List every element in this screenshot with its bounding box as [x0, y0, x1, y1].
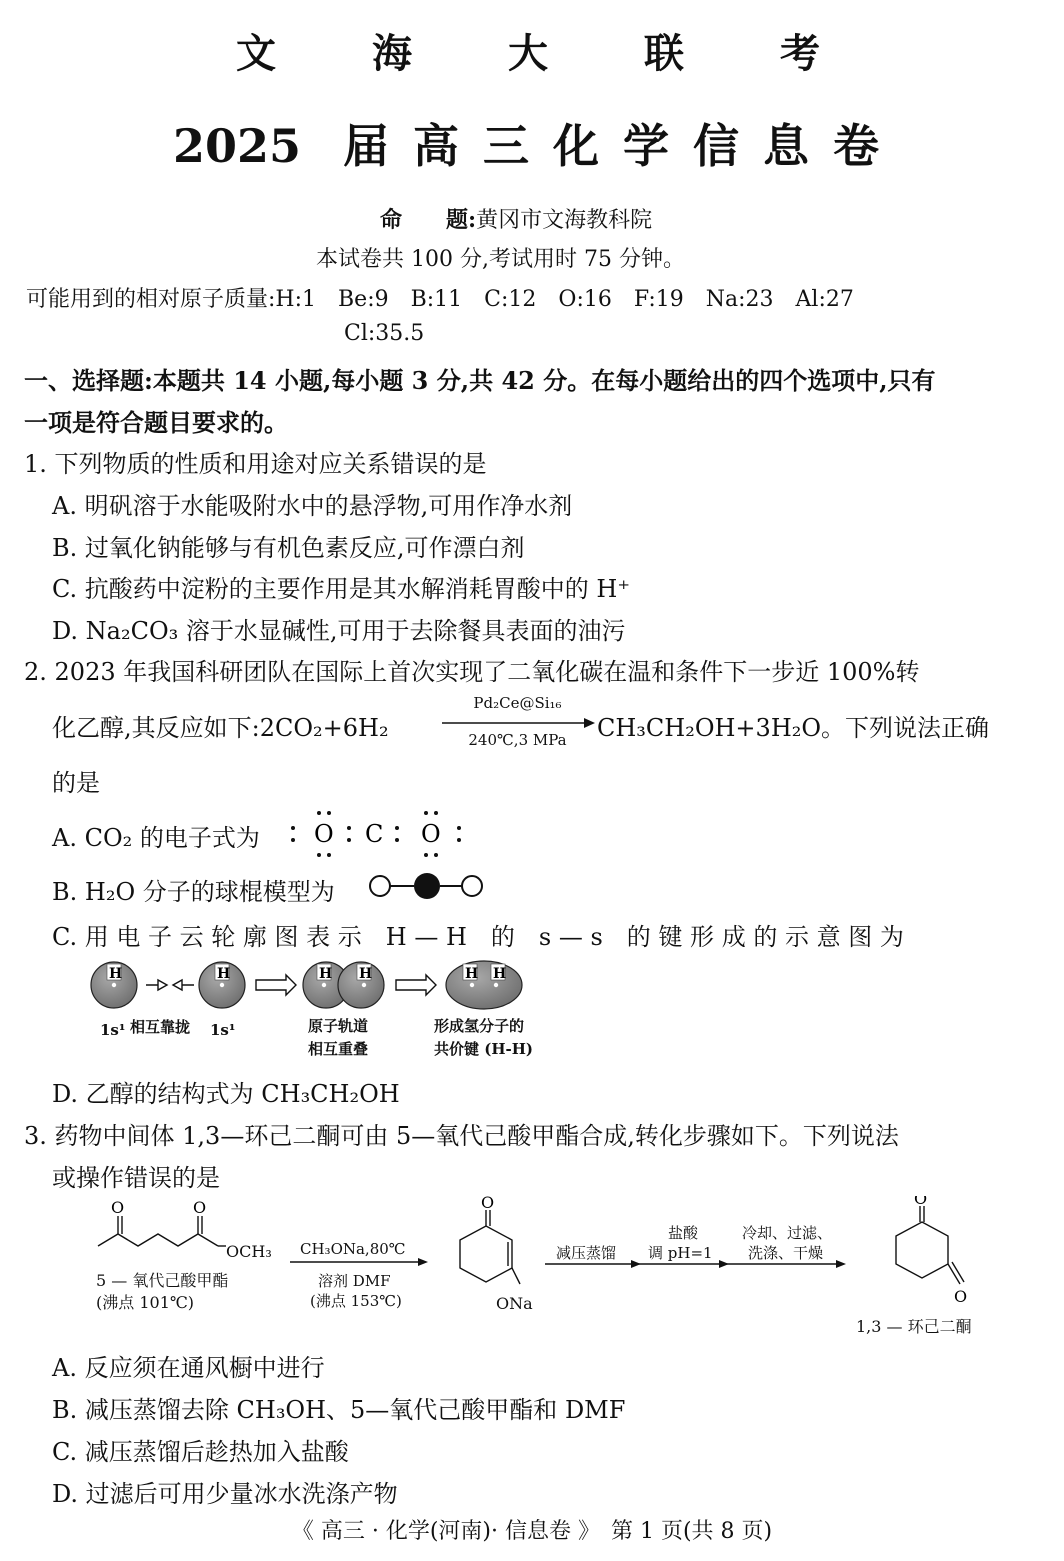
catalyst-label: Pd₂Ce@Si₁₆ [473, 694, 562, 712]
atomic-mass-line-2: Cl:35.5 [344, 321, 425, 346]
q2-stem: 2. 2023 年我国科研团队在国际上首次实现了二氧化碳在温和条件下一步近 100%转 [24, 658, 920, 686]
svg-text:O: O [954, 1287, 968, 1306]
q1-option-b: B. 过氧化钠能够与有机色素反应,可作漂白剂 [52, 534, 525, 562]
step-distill-label: 减压蒸馏 [556, 1244, 617, 1262]
subtitle-char: 卷 [833, 119, 880, 173]
atomic-mass-line: 可能用到的相对原子质量:H:1 Be:9 B:11 C:12 O:16 F:19 Na:23 Al:27 [26, 287, 854, 312]
arrow-icon [440, 716, 595, 730]
paper-title [0, 110, 1064, 176]
subtitle-char: 信 [693, 119, 740, 173]
step-approach-label: 相互靠拢 [130, 1018, 191, 1036]
step-cool-label: 冷却、过滤、 [742, 1224, 833, 1242]
subtitle-char: 息 [763, 119, 810, 173]
condition-label: 240℃,3 MPa [468, 731, 567, 749]
svg-text:O: O [421, 820, 441, 848]
q1-option-c: C. 抗酸药中淀粉的主要作用是其水解消耗胃酸中的 H⁺ [52, 575, 630, 603]
step-bond-label: 形成氢分子的 [434, 1017, 525, 1035]
step-overlap-label: 原子轨道 [308, 1017, 369, 1035]
section-heading: 一、选择题:本题共 14 小题,每小题 3 分,共 42 分。在每小题给出的四个选项中,只有 [24, 366, 936, 395]
title-char: 文 [236, 30, 284, 77]
q1-stem: 1. 下列物质的性质和用途对应关系错误的是 [24, 450, 487, 478]
q3-option-d: D. 过滤后可用少量冰水洗涤产物 [52, 1480, 398, 1508]
co2-electron-formula [283, 808, 473, 860]
title-char: 海 [372, 30, 420, 77]
subtitle-char: 高 [413, 119, 460, 173]
och3-label: OCH₃ [226, 1242, 272, 1261]
q2-option-d: D. 乙醇的结构式为 CH₃CH₂OH [52, 1080, 400, 1108]
svg-text:C: C [365, 820, 384, 848]
reaction-arrow [440, 694, 595, 750]
svg-text:H: H [493, 966, 507, 982]
solvent-label: 溶剂 DMF [318, 1272, 391, 1290]
step-bond-label-2: 共价键 (H-H) [434, 1040, 533, 1058]
start-material-name: 5 — 氧代己酸甲酯 [96, 1271, 229, 1290]
svg-text:O: O [481, 1196, 495, 1212]
step-ph-label: 调 pH=1 [648, 1244, 713, 1262]
step-overlap-label-2: 相互重叠 [308, 1040, 369, 1058]
page-footer: 《 高三 · 化学(河南)· 信息卷 》 第 1 页(共 8 页) [291, 1519, 773, 1544]
paper-year: 2025 [172, 119, 302, 173]
subtitle-char: 三 [483, 119, 530, 173]
svg-text:H: H [319, 966, 333, 982]
q3-option-b: B. 减压蒸馏去除 CH₃OH、5—氧代己酸甲酯和 DMF [52, 1396, 626, 1424]
ball-stick-svg [366, 871, 486, 901]
double-arrow-icon [256, 975, 296, 995]
setter-line [380, 203, 652, 234]
exam-series-title [0, 22, 1064, 79]
h-label: H [109, 966, 123, 982]
q2-stem-left: 化乙醇,其反应如下:2CO₂+6H₂ [52, 714, 389, 742]
solvent-bp: (沸点 153℃) [310, 1292, 402, 1310]
setter-label: 命 题: [380, 207, 477, 233]
q2-stem-right: CH₃CH₂OH+3H₂O。下列说法正确 [597, 714, 990, 742]
electron-dot-formula [283, 808, 473, 860]
q1-option-d: D. Na₂CO₃ 溶于水显碱性,可用于去除餐具表面的油污 [52, 617, 626, 645]
carbonyl-o: O [111, 1198, 125, 1217]
title-char: 大 [508, 30, 556, 77]
step-acid-label: 盐酸 [668, 1224, 699, 1242]
subtitle-char: 届 [343, 119, 390, 173]
reagent-label: CH₃ONa,80℃ [300, 1240, 406, 1258]
orbital-label-1: 1s¹ [100, 1021, 126, 1039]
q2-option-b: B. H₂O 分子的球棍模型为 [52, 878, 335, 906]
product-name: 1,3 — 环己二酮 [856, 1317, 972, 1336]
subtitle-char: 学 [623, 119, 670, 173]
svg-text:H: H [217, 966, 231, 982]
q3-stem: 3. 药物中间体 1,3—环己二酮可由 5—氧代己酸甲酯合成,转化步骤如下。下列说法 [24, 1122, 899, 1150]
title-char: 考 [780, 30, 828, 77]
orbital-label-2: 1s¹ [210, 1021, 236, 1039]
section-heading-2: 一项是符合题目要求的。 [24, 408, 288, 437]
h2o-ball-stick-model [366, 871, 486, 901]
q3-stem-2: 或操作错误的是 [52, 1164, 220, 1192]
right-arrow-icon [146, 980, 167, 990]
q3-option-c: C. 减压蒸馏后趁热加入盐酸 [52, 1438, 349, 1466]
orbital-overlap-diagram [86, 955, 552, 1065]
svg-text:H: H [465, 966, 479, 982]
svg-text:O: O [193, 1198, 207, 1217]
ona-label: ONa [496, 1294, 533, 1313]
q3-option-a: A. 反应须在通风橱中进行 [52, 1354, 325, 1382]
step-wash-label: 洗涤、干燥 [748, 1244, 824, 1262]
title-char: 联 [644, 30, 692, 77]
svg-text:O: O [914, 1196, 928, 1208]
q2-stem-end: 的是 [52, 769, 100, 797]
svg-text:H: H [359, 966, 373, 982]
double-arrow-icon [396, 975, 436, 995]
exam-info: 本试卷共 100 分,考试用时 75 分钟。 [316, 247, 685, 272]
subtitle-char: 化 [553, 119, 600, 173]
setter-value: 黄冈市文海教科院 [476, 208, 653, 233]
q2-option-a: A. CO₂ 的电子式为 [52, 824, 260, 852]
q2-option-c: C. 用 电 子 云 轮 廓 图 表 示 H — H 的 s — s 的 键 形 成 的 示 意 图 为 [52, 923, 904, 951]
synthesis-scheme [88, 1196, 1018, 1346]
start-material-bp: (沸点 101℃) [96, 1293, 195, 1312]
svg-text:O: O [314, 820, 334, 848]
q1-option-a: A. 明矾溶于水能吸附水中的悬浮物,可用作净水剂 [52, 492, 573, 520]
left-arrow-icon [173, 980, 194, 990]
